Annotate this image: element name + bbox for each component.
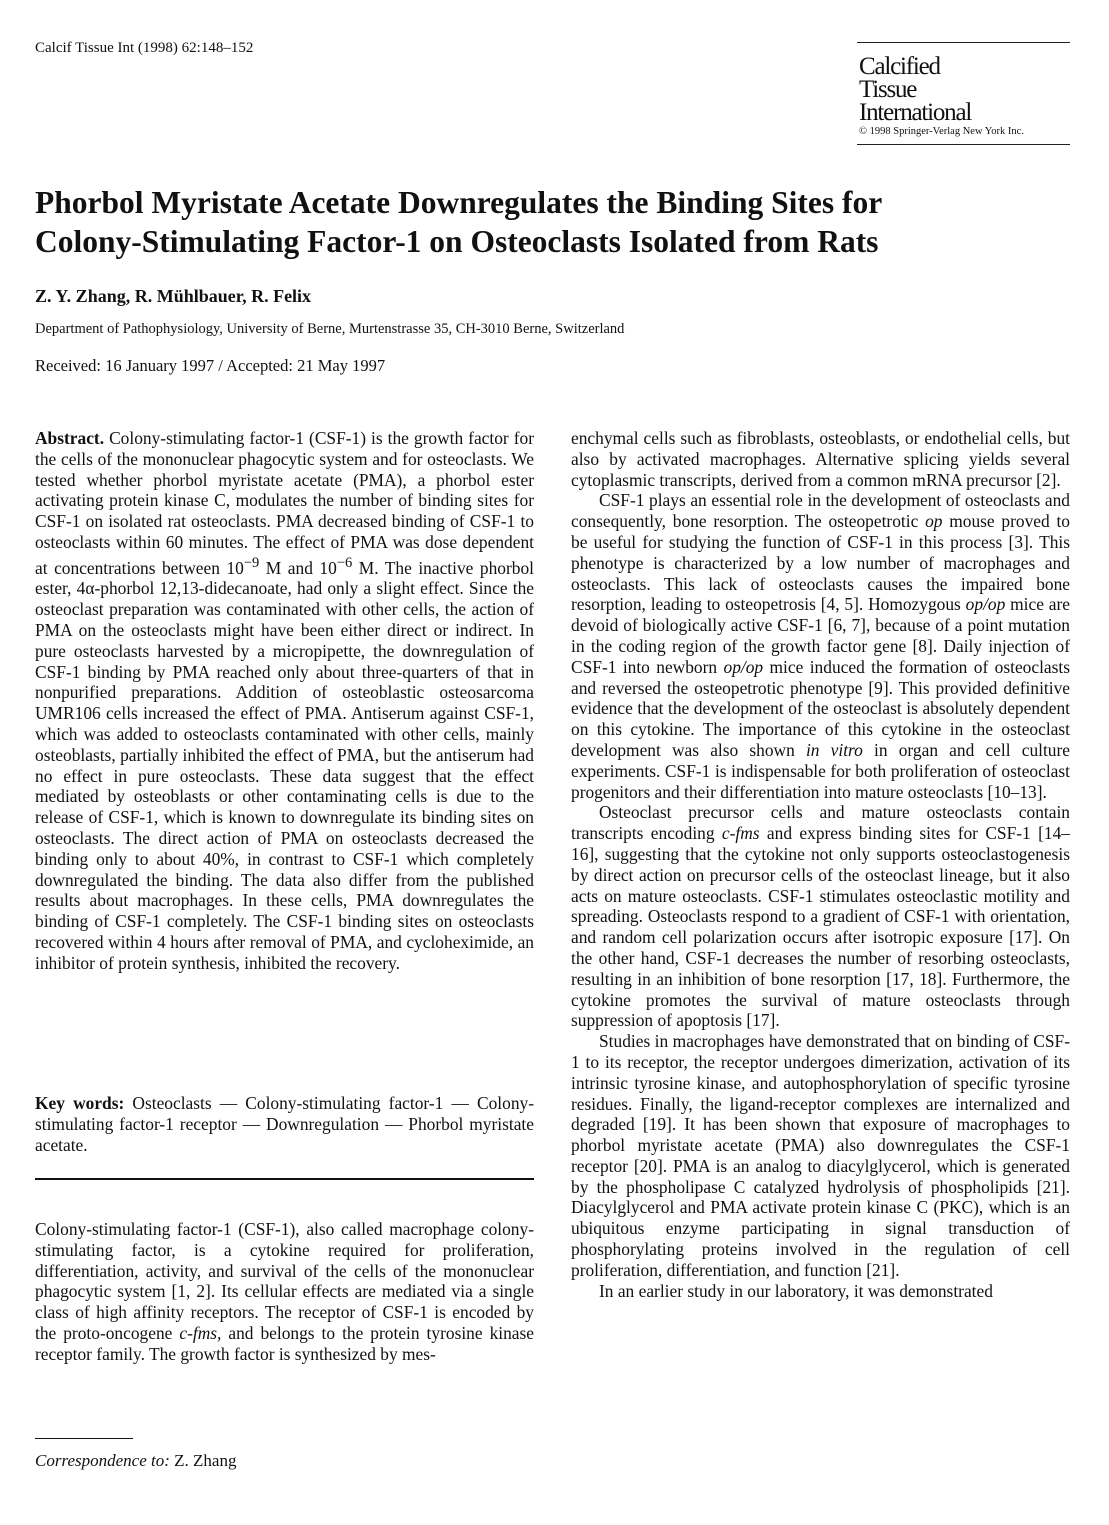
abstract-text-c: M. The inactive phorbol ester, 4α-phorbol 12,13-didecanoate, had only a slight effect. Since the osteoclast preparation was contaminated with other cells, the action of PMA on the osteoclasts might have been either direct or indirect. In pure osteoclasts harvested by a micropipette, the downregulation of CSF-1 binding by PMA reached only about three-quarters of that in nonpurified preparations. Addition of osteoblastic osteosarcoma UMR106 cells increased the effect of PMA. Antiserum against CSF-1, which was added to osteoclasts contaminated with other cells, mainly osteoblasts, partially inhibited the effect of PMA, but the antiserum had no effect in pure osteoclasts. These data suggest that the effect mediated by osteoblasts or other contaminating cells is due to the release of CSF-1, which is known to downregulate its binding sites on osteoclasts. The direct action of PMA on osteoclasts decreased the binding only to about 40%, in contrast to CSF-1 which completely downregulated the binding. The data also differ from the published results about macrophages. In these cells, PMA downregulates the binding of CSF-1 completely. The CSF-1 binding sites on osteoclasts recovered within 4 hours after removal of PMA, and cycloheximide, an inhibitor of protein synthesis, inhibited the recovery. <box>35 557 534 973</box>
footnote-rule <box>35 1438 133 1439</box>
p2-italic-in-vitro: in vitro <box>805 739 863 760</box>
correspondence-name: Z. Zhang <box>174 1451 237 1470</box>
p2-text-b: mouse proved to be useful for studying the function of CSF-1 in this process [3]. This phenotype is characterized by a low number of macrophages and osteoclasts. This lack of osteoclasts causes the impaired bone resorption, leading to osteopetrosis [4, 5]. Homozygous <box>571 511 1070 615</box>
intro-italic-cfms: c-fms, <box>179 1322 222 1343</box>
right-paragraph-5: In an earlier study in our laboratory, it was demonstrated <box>599 1280 993 1301</box>
abstract-text-b: M and 10 <box>259 557 337 578</box>
logo-bottom-rule <box>857 144 1070 145</box>
intro-paragraph <box>35 1219 534 1365</box>
abstract-exponent-2: −6 <box>336 554 353 571</box>
p3-text-b: and express binding sites for CSF-1 [14–16], suggesting that the cytokine not only supports osteoclastogenesis by direct action on precursor cells of the osteoclast lineage, but it also acts on mature osteoclasts. CSF-1 stimulates osteoclastic motility and spreading. Osteoclasts respond to a gradient of CSF-1 with orientation, and random cell polarization occurs after isotropic exposure [17]. On the other hand, CSF-1 decreases the number of resorbing osteoclasts, resulting in an inhibition of bone resorption [17, 18]. Furthermore, the cytokine promotes the survival of mature osteoclasts through suppression of apoptosis [17]. <box>571 823 1070 1031</box>
keywords-text: Osteoclasts — Colony-stimulating factor-1 — Colony-stimulating factor-1 receptor — Downregulation — Phorbol myristate acetate. <box>35 1093 534 1155</box>
p2-italic-opop-1: op/op <box>965 594 1006 615</box>
right-paragraph-2 <box>571 490 1070 802</box>
title-line-1: Phorbol Myristate Acetate Downregulates the Binding Sites for <box>35 185 883 220</box>
copyright-notice: © 1998 Springer-Verlag New York Inc. <box>859 126 1024 137</box>
right-paragraph-3 <box>571 802 1070 1031</box>
keywords <box>35 1093 534 1155</box>
right-paragraph-4: Studies in macrophages have demonstrated that on binding of CSF-1 to its receptor, the receptor undergoes dimerization, activation of its intrinsic tyrosine kinase, and autophosphorylation of specific tyrosine residues. Finally, the ligand-receptor complexes are internalized and degraded [19]. It has been shown that exposure of macrophages to phorbol myristate acetate (PMA) also downregulates the CSF-1 receptor [20]. PMA is an analog to diacylglycerol, which is generated by the phospholipase C catalyzed hydrolysis of phospholipids [21]. Diacylglycerol and PMA activate protein kinase C (PKC), which is an ubiquitous enzyme participating in signal transduction of phosphorylating proteins involved in the regulation of cell proliferation, differentiation, and function [21]. <box>571 1031 1070 1280</box>
p3-text-a: Osteoclast precursor cells and mature osteoclasts contain transcripts encoding <box>571 802 1070 844</box>
keywords-label: Key words: <box>35 1093 125 1113</box>
abstract-exponent-1: −9 <box>243 554 260 571</box>
intro-text-a: Colony-stimulating factor-1 (CSF-1), also called macrophage colony-stimulating factor, is a cytokine required for proliferation, differentiation, activity, and survival of the cells of the mononuclear phagocytic system [1, 2]. Its cellular effects are mediated via a single class of high affinity receptors. The receptor of CSF-1 is encoded by the proto-oncogene <box>35 1219 534 1343</box>
p2-italic-opop-2: op/op <box>723 656 764 677</box>
p2-text-c: mice are devoid of biologically active CSF-1 [6, 7], because of a point mutation in the coding region of the growth factor gene [8]. Daily injection of CSF-1 into newborn <box>571 594 1070 677</box>
right-column <box>571 428 1070 1301</box>
p2-text-d: mice induced the formation of osteoclasts and reversed the osteopetrotic phenotype [9]. This provided definitive evidence that the development of the osteoclast is absolutely dependent on this cytokine. The importance of this cytokine in the osteoclast development was also shown <box>571 656 1070 760</box>
received-accepted-dates: Received: 16 January 1997 / Accepted: 21 May 1997 <box>35 356 386 375</box>
journal-citation: Calcif Tissue Int (1998) 62:148–152 <box>35 40 254 56</box>
journal-name <box>859 55 1070 124</box>
p3-italic-cfms: c-fms <box>721 823 760 844</box>
intro-text-b: and belongs to the protein tyrosine kinase receptor family. The growth factor is synthesized by mes- <box>35 1322 534 1364</box>
authors: Z. Y. Zhang, R. Mühlbauer, R. Felix <box>35 286 312 306</box>
affiliation: Department of Pathophysiology, University of Berne, Murtenstrasse 35, CH-3010 Berne, Switzerland <box>35 321 625 337</box>
journal-name-line1: Calcified <box>859 53 940 80</box>
section-divider <box>35 1178 534 1180</box>
abstract-text-a: Colony-stimulating factor-1 (CSF-1) is the growth factor for the cells of the mononuclear phagocytic system and for osteoclasts. We tested whether phorbol myristate acetate (PMA), a phorbol ester activating protein kinase C, modulates the number of binding sites for CSF-1 on isolated rat osteoclasts. PMA decreased binding of CSF-1 to osteoclasts within 60 minutes. The effect of PMA was dose dependent at concentrations between 10 <box>35 428 534 578</box>
journal-name-line2: Tissue <box>859 76 917 103</box>
correspondence-footnote <box>35 1451 236 1471</box>
title-line-2: Colony-Stimulating Factor-1 on Osteoclasts Isolated from Rats <box>35 224 879 259</box>
p2-italic-op: op <box>925 511 943 532</box>
correspondence-label: Correspondence to: <box>35 1451 170 1470</box>
p2-text-a: CSF-1 plays an essential role in the development of osteoclasts and consequently, bone resorption. The osteopetrotic <box>571 490 1070 532</box>
journal-name-line3: International <box>859 99 972 126</box>
journal-logo <box>857 42 1070 145</box>
p2-text-e: in organ and cell culture experiments. CSF-1 is indispensable for both proliferation of osteoclast progenitors and their differentiation into mature osteoclasts [10–13]. <box>571 739 1071 802</box>
logo-top-rule <box>857 42 1070 43</box>
abstract-label: Abstract. <box>35 428 105 448</box>
article-title <box>35 183 1075 261</box>
abstract <box>35 428 534 974</box>
right-paragraph-1: enchymal cells such as fibroblasts, osteoblasts, or endothelial cells, but also by activated macrophages. Alternative splicing yields several cytoplasmic transcripts, derived from a common mRNA precursor [2]. <box>571 428 1070 490</box>
